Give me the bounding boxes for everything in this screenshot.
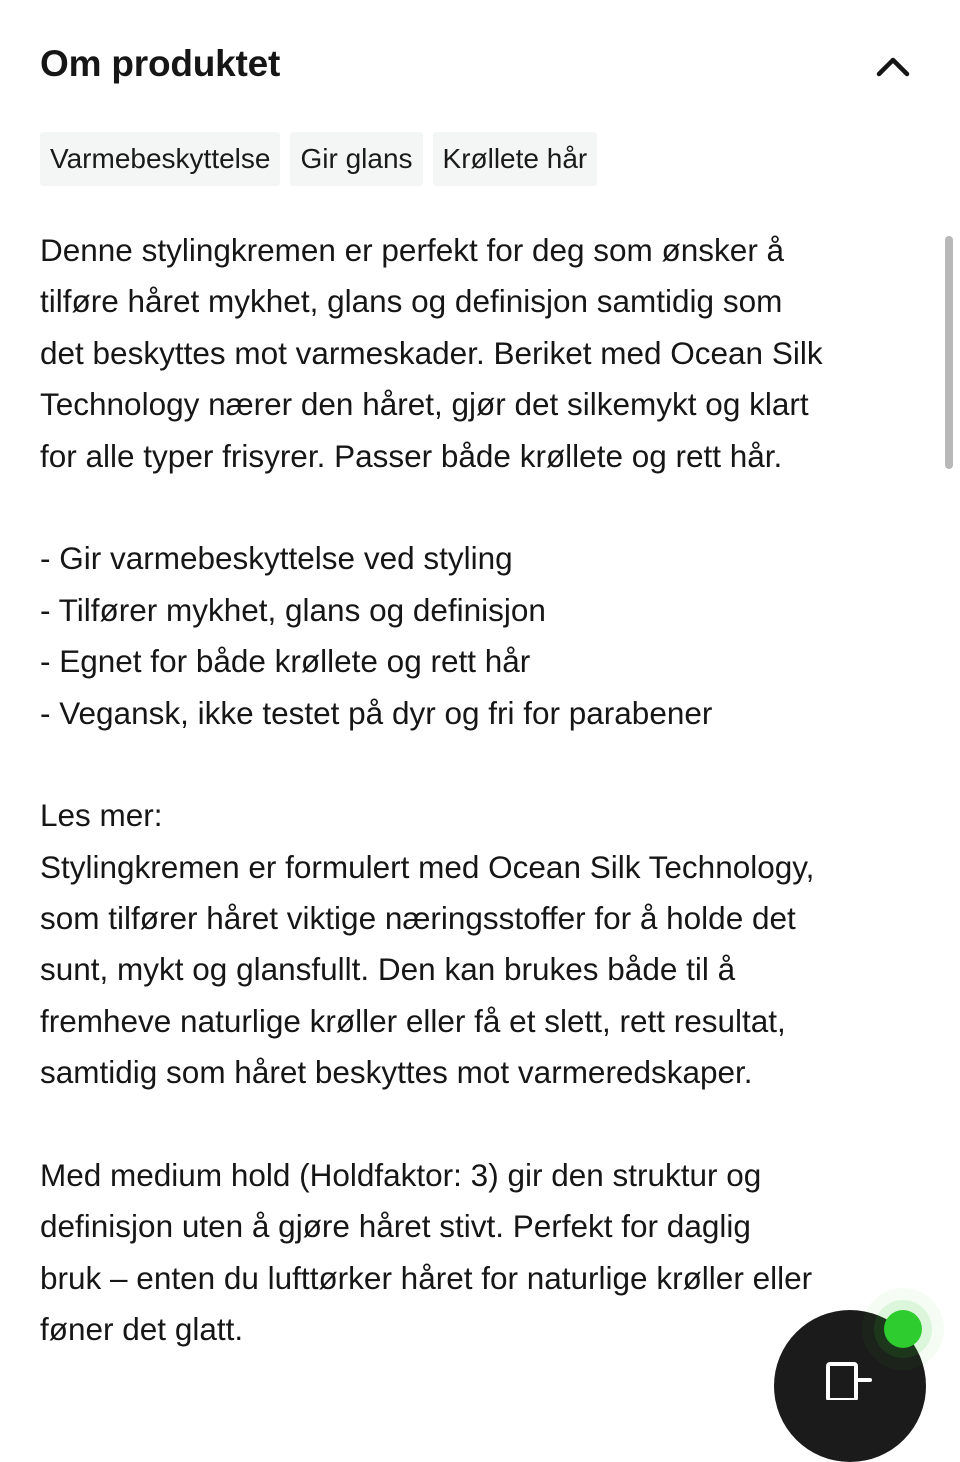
feature-bullet: - Tilfører mykhet, glans og definisjon xyxy=(40,591,546,628)
feature-bullet: - Egnet for både krøllete og rett hår xyxy=(40,643,531,680)
chevron-up-icon xyxy=(872,46,914,86)
product-description xyxy=(40,225,920,1356)
chat-icon xyxy=(822,1360,878,1400)
read-more-label: Les mer: xyxy=(40,797,163,834)
description-line: Denne stylingkremen er perfekt for deg som ønsker å xyxy=(40,232,785,268)
section-header[interactable] xyxy=(40,38,920,94)
tag-list xyxy=(40,132,597,186)
collapse-button[interactable] xyxy=(872,46,914,86)
paragraph-gap xyxy=(40,1099,920,1150)
description-line: samtidig som håret beskyttes mot varmeredskaper. xyxy=(40,1054,753,1091)
description-line: det beskyttes mot varmeskader. Beriket med Ocean Silk xyxy=(40,334,823,371)
description-line: Med medium hold (Holdfaktor: 3) gir den struktur og xyxy=(40,1157,762,1194)
scrollbar-thumb[interactable] xyxy=(945,236,953,469)
description-line: sunt, mykt og glansfullt. Den kan brukes både til å xyxy=(40,951,736,988)
feature-bullet: - Gir varmebeskyttelse ved styling xyxy=(40,540,513,577)
description-line: føner det glatt. xyxy=(40,1311,244,1348)
description-line: bruk – enten du lufttørker håret for naturlige krøller eller xyxy=(40,1259,813,1296)
paragraph-gap xyxy=(40,482,920,533)
description-line: tilføre håret mykhet, glans og definisjon samtidig som xyxy=(40,283,783,320)
description-line: Technology nærer den håret, gjør det silkemykt og klart xyxy=(40,386,809,423)
tag-curly-hair: Krøllete hår xyxy=(433,132,598,186)
description-line: som tilfører håret viktige næringsstoffer for å holde det xyxy=(40,900,796,937)
description-line: Stylingkremen er formulert med Ocean Silk Technology, xyxy=(40,848,815,885)
section-title: Om produktet xyxy=(40,43,281,84)
tag-heat-protection: Varmebeskyttelse xyxy=(40,132,280,186)
description-line: for alle typer frisyrer. Passer både krøllete og rett hår. xyxy=(40,437,783,474)
tag-shine: Gir glans xyxy=(290,132,422,186)
description-line: definisjon uten å gjøre håret stivt. Perfekt for daglig xyxy=(40,1208,751,1245)
description-line: fremheve naturlige krøller eller få et slett, rett resultat, xyxy=(40,1002,786,1039)
paragraph-gap xyxy=(40,739,920,790)
online-status-dot xyxy=(884,1310,922,1348)
feature-bullet: - Vegansk, ikke testet på dyr og fri for parabener xyxy=(40,694,713,731)
